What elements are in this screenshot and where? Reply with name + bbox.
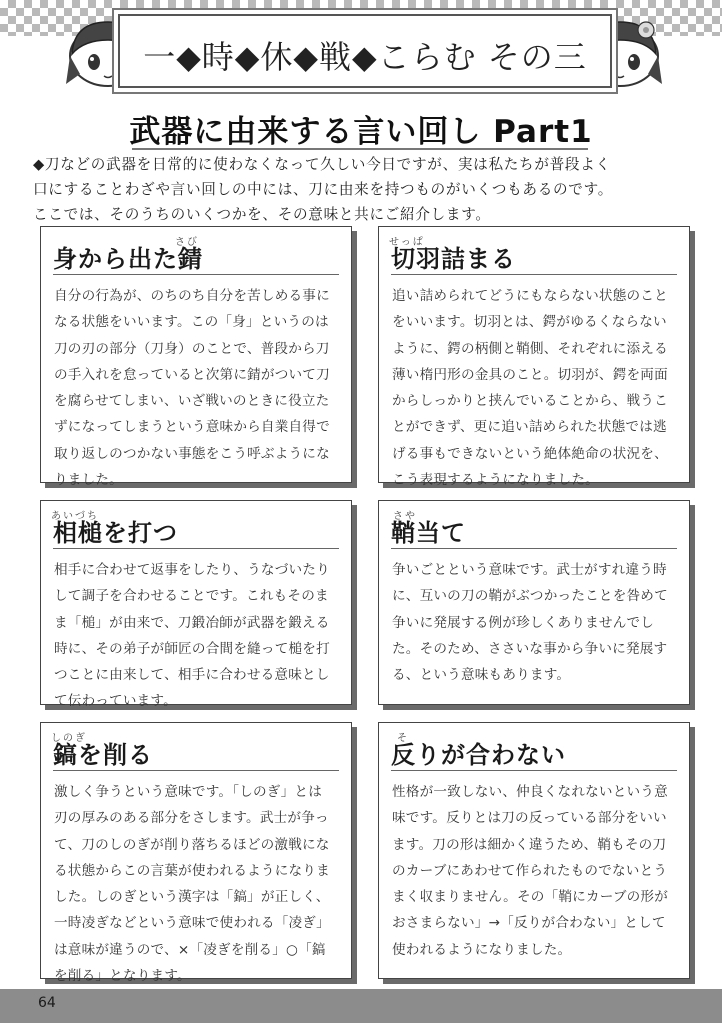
idiom-title: 鎬を削る — [53, 741, 153, 769]
idiom-title: 相槌を打つ — [53, 519, 178, 547]
description-line: 追い詰められてどうにもならない状態のこと — [392, 288, 668, 304]
description-line: げる事もできないという絶体絶命の状況を、 — [392, 445, 668, 462]
title-ruby: あいづち — [51, 511, 99, 522]
intro-line: 口にすることわざや言い回しの中には、刀に由来を持つものがいくつもあるのです。 — [33, 181, 613, 198]
idiom-description — [54, 283, 343, 493]
description-line: おさまらない」→「反りが合わない」として — [392, 915, 666, 932]
title-divider — [53, 548, 339, 549]
description-line: こう表現するようになりました。 — [392, 472, 599, 489]
description-line: 性格が一致しない、仲良くなれないという意 — [392, 784, 668, 800]
intro-paragraph — [33, 152, 695, 227]
idiom-card-aizuchi-wo-utsu — [40, 500, 352, 710]
title-divider — [391, 770, 677, 771]
title-ruby: せっぱ — [389, 237, 425, 248]
description-line: をいいます。切羽とは、鍔がゆるくならない — [392, 314, 667, 331]
title-divider — [53, 274, 339, 275]
description-line: 激しく争うという意味です。「しのぎ」とは — [54, 784, 322, 800]
idiom-description — [54, 557, 343, 715]
description-line: て、刀のしのぎが削り落ちるほどの激戦にな — [54, 836, 330, 853]
idiom-card-sayaate — [378, 500, 690, 705]
page-footer-bar — [0, 989, 722, 1023]
description-line: た。そのため、ささいな事から争いに発展す — [392, 640, 668, 657]
description-line: した。しのぎという漢字は「鎬」が正しく、 — [54, 889, 330, 906]
title-ruby: さび — [175, 237, 199, 248]
page-title: 武器に由来する言い回し Part1 — [129, 114, 593, 150]
description-line: ま「槌」が由来で、刀鍛冶師が武器を鍛える — [54, 614, 330, 631]
description-line: 自分の行為が、のちのち自分を苦しめる事に — [54, 288, 330, 304]
description-line: のカーブにあわせて作られたものでないとう — [392, 862, 668, 879]
idiom-card-shinogi-wo-kezuru — [40, 722, 352, 985]
description-line: 使われるようになりました。 — [392, 941, 572, 958]
description-line: 薄い楕円形の金具のこと。切羽が、鍔を両面 — [392, 366, 668, 383]
idiom-card-sori-ga-awanai — [378, 722, 690, 979]
intro-line: ここでは、そのうちのいくつかを、その意味と共にご紹介します。 — [33, 206, 491, 223]
description-line: して調子を合わせることです。これもそのま — [54, 588, 329, 605]
title-ruby: しのぎ — [51, 733, 87, 744]
title-underline — [132, 148, 588, 150]
idiom-description — [392, 557, 681, 688]
description-line: 味です。反りとは刀の反っている部分をいい — [392, 810, 667, 827]
description-line: 争いごとという意味です。武士がすれ違う時 — [392, 562, 667, 578]
description-line: 取り返しのつかない事態をこう呼ぶようにな — [54, 445, 330, 462]
title-divider — [391, 548, 677, 549]
idiom-card-mikara-deta-sabi — [40, 226, 352, 489]
idiom-description — [54, 779, 343, 989]
description-line: を腐らせてしまい、いざ戦いのときに役立た — [54, 393, 330, 410]
title-divider — [391, 274, 677, 275]
title-divider — [53, 770, 339, 771]
idiom-title: 切羽詰まる — [391, 245, 516, 273]
description-line: る、という意味もあります。 — [392, 667, 571, 684]
idiom-title: 鞘当て — [391, 519, 466, 547]
description-line: りました。 — [54, 472, 123, 489]
description-line: とができず、更に追い詰められた状態では逃 — [392, 419, 667, 436]
description-line: まく収まりません。その「鞘にカーブの形が — [392, 889, 669, 906]
idiom-description — [392, 779, 681, 963]
idiom-description — [392, 283, 681, 493]
description-line: る状態からこの言葉が使われるようになりま — [54, 862, 330, 879]
description-line: 刀の刃の部分（刀身）のことで、普段から刀 — [54, 340, 330, 357]
column-header-title: 一◆時◆休◆戦◆こらむ その三 — [143, 38, 587, 76]
description-line: は意味が違うので、×「凌ぎを削る」○「鎬 — [54, 941, 326, 958]
idiom-title: 身から出た錆 — [53, 245, 203, 273]
description-line: ように、鍔の柄側と鞘側、それぞれに添える — [392, 340, 668, 357]
idiom-title: 反りが合わない — [391, 741, 566, 769]
description-line: 相手に合わせて返事をしたり、うなづいたり — [54, 562, 330, 578]
description-line: ずになってしまうという意味から自業自得で — [54, 419, 330, 436]
description-line: 刃の厚みのある部分をさします。武士が争っ — [54, 810, 329, 827]
title-ruby: さや — [393, 511, 417, 522]
description-line: 争いに発展する例が珍しくありませんでし — [392, 614, 655, 631]
idiom-card-seppa-tsumaru — [378, 226, 690, 489]
description-line: に、互いの刀の鞘がぶつかったことを咎めて — [392, 588, 668, 605]
page-number: 64 — [38, 995, 56, 1011]
description-line: 時に、その弟子が師匠の合間を縫って槌を打 — [54, 640, 330, 657]
description-line: ます。刀の形は細かく違うため、鞘もその刀 — [392, 836, 667, 853]
description-line: て伝わっています。 — [54, 693, 177, 710]
column-header-banner — [118, 14, 612, 88]
description-line: の手入れを怠っていると次第に錆がついて刀 — [54, 366, 330, 383]
title-ruby: そ — [397, 733, 409, 744]
description-line: からしっかりと挟んでいることから、戦うこ — [392, 393, 668, 410]
description-line: を削る」となります。 — [54, 968, 191, 985]
description-line: なる状態をいいます。この「身」というのは — [54, 314, 329, 331]
description-line: つことに由来して、相手に合わせる意味とし — [54, 667, 330, 684]
intro-line: ◆刀などの武器を日常的に使わなくなって久しい今日ですが、実は私たちが普段よく — [33, 156, 611, 173]
description-line: 一時凌ぎなどという意味で使われる「凌ぎ」 — [54, 915, 330, 932]
